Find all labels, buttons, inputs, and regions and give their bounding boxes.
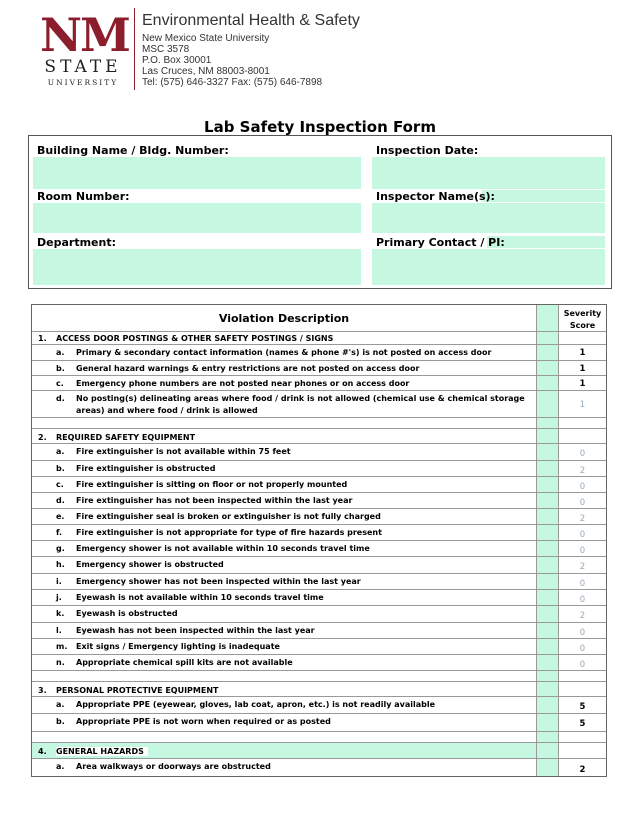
severity-score: 2 [579, 765, 586, 775]
violation-text: Eyewash is obstructed [76, 609, 178, 618]
severity-score: 0 [579, 660, 586, 670]
form-title: Lab Safety Inspection Form [204, 118, 436, 136]
severity-score: 0 [579, 449, 586, 459]
severity-score: 0 [579, 546, 586, 556]
phone-fax-line: Tel: (575) 646-3327 Fax: (575) 646-7898 [142, 77, 323, 88]
contact-field[interactable] [372, 249, 605, 285]
table-row [32, 714, 606, 732]
item-letter: d. [56, 394, 65, 403]
severity-score: 0 [579, 579, 586, 589]
violation-header: Violation Description [218, 312, 350, 325]
severity-score: 1 [579, 379, 586, 389]
logo-university: UNIVERSITY [47, 78, 119, 87]
item-letter: e. [56, 512, 65, 521]
logo-nm: NM [40, 8, 129, 62]
table-row [32, 461, 606, 477]
section-number: 2. [38, 433, 47, 442]
severity-score: 0 [579, 482, 586, 492]
section-title: GENERAL HAZARDS [56, 747, 148, 756]
table-row [32, 623, 606, 639]
section-number: 1. [38, 334, 47, 343]
inspector-label-fill [482, 190, 605, 202]
table-row [32, 345, 606, 361]
violation-text: Eyewash has not been inspected within the last year [76, 626, 315, 635]
item-letter: a. [56, 700, 65, 709]
violation-text: Primary & secondary contact information (names & phone #'s) is not posted on access door [76, 348, 492, 357]
department-field[interactable] [33, 249, 361, 285]
table-row [32, 655, 606, 671]
table-row [32, 493, 606, 509]
violation-text: General hazard warnings & entry restrictions are not posted on access door [76, 364, 420, 373]
severity-score: 1 [579, 400, 586, 410]
table-row [32, 477, 606, 493]
item-letter: b. [56, 464, 65, 473]
violation-table [31, 304, 607, 777]
table-row [32, 606, 606, 623]
section-row [32, 743, 606, 759]
table-row [32, 444, 606, 461]
building-label: Building Name / Bldg. Number: [37, 144, 229, 157]
item-letter: k. [56, 609, 65, 618]
item-letter: b. [56, 717, 65, 726]
section-title: REQUIRED SAFETY EQUIPMENT [56, 433, 196, 442]
header-divider [134, 8, 135, 90]
address-line: MSC 3578 [142, 44, 190, 55]
violation-text: Fire extinguisher seal is broken or extinguisher is not fully charged [76, 512, 381, 521]
severity-score: 0 [579, 644, 586, 654]
section-row [32, 332, 606, 345]
severity-score: 0 [579, 595, 586, 605]
address-line: P.O. Box 30001 [142, 55, 212, 66]
item-letter: i. [56, 577, 62, 586]
severity-score: 0 [579, 628, 586, 638]
item-letter: b. [56, 364, 65, 373]
table-row [32, 557, 606, 574]
table-row [32, 697, 606, 714]
violation-text: Emergency phone numbers are not posted near phones or on access door [76, 379, 410, 388]
severity-header-line: Severity [563, 309, 602, 318]
item-letter: m. [56, 642, 68, 651]
table-row [32, 574, 606, 590]
section-number: 4. [38, 747, 47, 756]
inspector-label: Inspector Name(s): [376, 190, 495, 203]
inspection-info-box [28, 135, 612, 289]
violation-text: Appropriate PPE is not worn when required or as posted [76, 717, 331, 726]
room-label: Room Number: [37, 190, 130, 203]
address-line: Las Cruces, NM 88003-8001 [142, 66, 270, 77]
item-letter: c. [56, 379, 64, 388]
table-row [32, 376, 606, 391]
violation-text: Emergency shower is not available within 10 seconds travel time [76, 544, 370, 553]
contact-label: Primary Contact / PI: [376, 236, 505, 249]
table-header-row [32, 305, 606, 332]
item-letter: a. [56, 447, 65, 456]
severity-score: 1 [579, 348, 586, 358]
inspection-date-label: Inspection Date: [376, 144, 479, 157]
table-row [32, 391, 606, 418]
item-letter: j. [56, 593, 62, 602]
item-letter: a. [56, 762, 65, 771]
severity-header-line: Score [569, 321, 596, 330]
spacer-row [32, 732, 606, 743]
item-letter: d. [56, 496, 65, 505]
table-row [32, 590, 606, 606]
severity-score: 2 [579, 514, 586, 524]
severity-header [559, 308, 606, 332]
section-number: 3. [38, 686, 47, 695]
violation-text: Fire extinguisher is not available within 75 feet [76, 447, 291, 456]
severity-score: 2 [579, 466, 586, 476]
item-letter: h. [56, 560, 65, 569]
building-field[interactable] [33, 157, 361, 189]
item-letter: c. [56, 480, 64, 489]
severity-score: 2 [579, 562, 586, 572]
table-row [32, 759, 606, 777]
department-label: Department: [37, 236, 116, 249]
table-row [32, 525, 606, 541]
violation-text: No posting(s) delineating areas where food / drink is not allowed (chemical use & chemical storage areas) and where food / drink is allowed [76, 394, 525, 415]
inspection-date-field[interactable] [372, 157, 605, 189]
violation-text: Fire extinguisher has not been inspected within the last year [76, 496, 353, 505]
violation-text: Eyewash is not available within 10 seconds travel time [76, 593, 324, 602]
item-letter: n. [56, 658, 65, 667]
item-letter: l. [56, 626, 62, 635]
section-title: PERSONAL PROTECTIVE EQUIPMENT [56, 686, 219, 695]
severity-score: 2 [579, 611, 586, 621]
room-field[interactable] [33, 203, 361, 233]
violation-text: Fire extinguisher is sitting on floor or not properly mounted [76, 480, 348, 489]
violation-text: Emergency shower has not been inspected within the last year [76, 577, 361, 586]
section-row [32, 429, 606, 444]
severity-score: 0 [579, 498, 586, 508]
violation-text: Appropriate chemical spill kits are not available [76, 658, 293, 667]
severity-score: 0 [579, 530, 586, 540]
table-row [32, 541, 606, 557]
violation-text: Fire extinguisher is obstructed [76, 464, 216, 473]
logo-state: STATE [44, 57, 122, 77]
violation-text: Exit signs / Emergency lighting is inadequate [76, 642, 280, 651]
item-letter: g. [56, 544, 65, 553]
org-name: Environmental Health & Safety [142, 12, 360, 29]
table-row [32, 509, 606, 525]
violation-text: Emergency shower is obstructed [76, 560, 224, 569]
address-line: New Mexico State University [142, 33, 270, 44]
violation-text: Area walkways or doorways are obstructed [76, 762, 271, 771]
spacer-row [32, 671, 606, 682]
violation-text: Fire extinguisher is not appropriate for type of fire hazards present [76, 528, 382, 537]
section-row [32, 682, 606, 697]
spacer-row [32, 418, 606, 429]
section-title: ACCESS DOOR POSTINGS & OTHER SAFETY POSTINGS / SIGNS [56, 334, 334, 343]
table-row [32, 361, 606, 376]
item-letter: f. [56, 528, 63, 537]
table-row [32, 639, 606, 655]
severity-score: 5 [579, 702, 586, 712]
inspector-field[interactable] [372, 203, 605, 233]
violation-text: Appropriate PPE (eyewear, gloves, lab coat, apron, etc.) is not readily available [76, 700, 435, 709]
severity-score: 5 [579, 719, 586, 729]
item-letter: a. [56, 348, 65, 357]
severity-score: 1 [579, 364, 586, 374]
